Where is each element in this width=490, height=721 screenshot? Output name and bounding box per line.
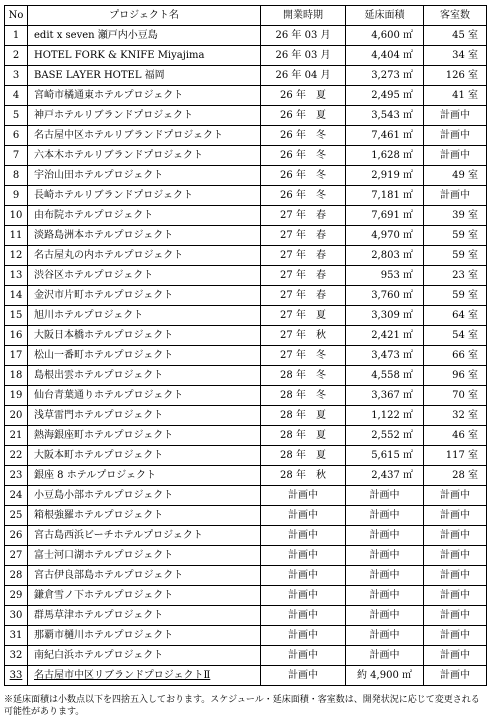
cell-name: edit x seven 瀬戸内小豆島 <box>28 26 261 46</box>
table-row <box>5 446 487 466</box>
cell-period: 27 年 夏 <box>261 306 346 326</box>
cell-rooms: 計画中 <box>424 146 487 166</box>
table-row <box>5 566 487 586</box>
cell-no: 20 <box>5 406 28 426</box>
cell-area: 計画中 <box>346 626 424 646</box>
cell-no: 22 <box>5 446 28 466</box>
cell-rooms: 49 室 <box>424 166 487 186</box>
cell-name: BASE LAYER HOTEL 福岡 <box>28 66 261 86</box>
cell-area: 3,760 ㎡ <box>346 286 424 306</box>
cell-rooms: 計画中 <box>424 526 487 546</box>
cell-period: 計画中 <box>261 546 346 566</box>
cell-area: 2,919 ㎡ <box>346 166 424 186</box>
table-row <box>5 606 487 626</box>
cell-period: 計画中 <box>261 526 346 546</box>
cell-no: 28 <box>5 566 28 586</box>
cell-area: 1,122 ㎡ <box>346 406 424 426</box>
cell-rooms: 66 室 <box>424 346 487 366</box>
cell-area: 4,558 ㎡ <box>346 366 424 386</box>
footnote: ※延床面積は小数点以下を四捨五入しております。スケジュール・延床面積・客室数は、開発状況に応じて変更される可能性があります。 <box>4 695 480 717</box>
cell-name: 大阪本町ホテルプロジェクト <box>28 446 261 466</box>
cell-area: 2,495 ㎡ <box>346 86 424 106</box>
cell-name: 宮古島西浜ビーチホテルプロジェクト <box>28 526 261 546</box>
table-row <box>5 206 487 226</box>
cell-name: 由布院ホテルプロジェクト <box>28 206 261 226</box>
cell-area: 計画中 <box>346 526 424 546</box>
cell-no: 32 <box>5 646 28 666</box>
cell-name: HOTEL FORK & KNIFE Miyajima <box>28 46 261 66</box>
cell-area: 計画中 <box>346 586 424 606</box>
cell-period: 26 年 冬 <box>261 186 346 206</box>
cell-no: 31 <box>5 626 28 646</box>
table-row <box>5 86 487 106</box>
table-row <box>5 166 487 186</box>
cell-area: 7,691 ㎡ <box>346 206 424 226</box>
cell-name: 六本木ホテルリブランドプロジェクト <box>28 146 261 166</box>
cell-rooms: 117 室 <box>424 446 487 466</box>
table-row <box>5 126 487 146</box>
cell-period: 計画中 <box>261 606 346 626</box>
table-row <box>5 586 487 606</box>
cell-name: 金沢市片町ホテルプロジェクト <box>28 286 261 306</box>
header-room-count: 客室数 <box>424 6 487 26</box>
cell-area: 3,543 ㎡ <box>346 106 424 126</box>
cell-area: 計画中 <box>346 646 424 666</box>
table-row <box>5 226 487 246</box>
cell-rooms: 計画中 <box>424 626 487 646</box>
cell-area: 2,421 ㎡ <box>346 326 424 346</box>
cell-no: 33 <box>5 666 28 686</box>
cell-name: 宇治山田ホテルプロジェクト <box>28 166 261 186</box>
cell-name: 箱根強羅ホテルプロジェクト <box>28 506 261 526</box>
cell-period: 27 年 春 <box>261 266 346 286</box>
table-row <box>5 666 487 686</box>
cell-no: 13 <box>5 266 28 286</box>
cell-name: 熱海銀座町ホテルプロジェクト <box>28 426 261 446</box>
cell-rooms: 計画中 <box>424 606 487 626</box>
header-floor-area: 延床面積 <box>346 6 424 26</box>
cell-period: 26 年 03 月 <box>261 26 346 46</box>
cell-period: 28 年 冬 <box>261 366 346 386</box>
cell-period: 計画中 <box>261 666 346 686</box>
cell-no: 9 <box>5 186 28 206</box>
cell-name: 島根出雲ホテルプロジェクト <box>28 366 261 386</box>
cell-rooms: 計画中 <box>424 586 487 606</box>
cell-rooms: 23 室 <box>424 266 487 286</box>
table-row <box>5 146 487 166</box>
table-row <box>5 306 487 326</box>
cell-area: 計画中 <box>346 606 424 626</box>
cell-period: 28 年 夏 <box>261 406 346 426</box>
cell-period: 26 年 03 月 <box>261 46 346 66</box>
cell-rooms: 計画中 <box>424 186 487 206</box>
cell-period: 計画中 <box>261 566 346 586</box>
cell-no: 21 <box>5 426 28 446</box>
cell-name: 宮崎市橘通東ホテルプロジェクト <box>28 86 261 106</box>
table-row <box>5 106 487 126</box>
hotel-project-table <box>4 5 487 686</box>
cell-no: 3 <box>5 66 28 86</box>
cell-rooms: 計画中 <box>424 486 487 506</box>
cell-no: 27 <box>5 546 28 566</box>
cell-area: 2,437 ㎡ <box>346 466 424 486</box>
cell-area: 7,461 ㎡ <box>346 126 424 146</box>
cell-rooms: 計画中 <box>424 566 487 586</box>
cell-period: 27 年 秋 <box>261 326 346 346</box>
cell-no: 18 <box>5 366 28 386</box>
cell-no: 7 <box>5 146 28 166</box>
cell-rooms: 70 室 <box>424 386 487 406</box>
cell-name: 銀座 8 ホテルプロジェクト <box>28 466 261 486</box>
table-row <box>5 366 487 386</box>
table-row <box>5 646 487 666</box>
table-row <box>5 246 487 266</box>
cell-rooms: 126 室 <box>424 66 487 86</box>
table-row <box>5 626 487 646</box>
cell-area: 4,404 ㎡ <box>346 46 424 66</box>
cell-period: 27 年 冬 <box>261 346 346 366</box>
cell-period: 計画中 <box>261 646 346 666</box>
cell-area: 4,970 ㎡ <box>346 226 424 246</box>
cell-rooms: 64 室 <box>424 306 487 326</box>
cell-name: 長崎ホテルリブランドプロジェクト <box>28 186 261 206</box>
cell-no: 5 <box>5 106 28 126</box>
cell-period: 計画中 <box>261 626 346 646</box>
table-row <box>5 286 487 306</box>
cell-name: 富士河口湖ホテルプロジェクト <box>28 546 261 566</box>
cell-period: 26 年 夏 <box>261 106 346 126</box>
table-row <box>5 326 487 346</box>
cell-no: 24 <box>5 486 28 506</box>
table-row <box>5 526 487 546</box>
cell-name: 淡路島洲本ホテルプロジェクト <box>28 226 261 246</box>
cell-name: 仙台青葉通りホテルプロジェクト <box>28 386 261 406</box>
cell-period: 28 年 秋 <box>261 466 346 486</box>
header-no: No <box>5 6 28 26</box>
cell-name: 鎌倉雪ノ下ホテルプロジェクト <box>28 586 261 606</box>
cell-name: 大阪日本橋ホテルプロジェクト <box>28 326 261 346</box>
cell-name: 群馬草津ホテルプロジェクト <box>28 606 261 626</box>
cell-no: 4 <box>5 86 28 106</box>
cell-area: 3,273 ㎡ <box>346 66 424 86</box>
cell-period: 28 年 夏 <box>261 426 346 446</box>
cell-rooms: 96 室 <box>424 366 487 386</box>
cell-name: 神戸ホテルリブランドプロジェクト <box>28 106 261 126</box>
cell-area: 3,309 ㎡ <box>346 306 424 326</box>
table-row <box>5 186 487 206</box>
cell-area: 計画中 <box>346 506 424 526</box>
cell-period: 28 年 冬 <box>261 386 346 406</box>
cell-rooms: 計画中 <box>424 666 487 686</box>
table-row <box>5 386 487 406</box>
cell-no: 14 <box>5 286 28 306</box>
cell-rooms: 54 室 <box>424 326 487 346</box>
cell-area: 3,367 ㎡ <box>346 386 424 406</box>
cell-no: 17 <box>5 346 28 366</box>
cell-area: 計画中 <box>346 486 424 506</box>
cell-period: 28 年 夏 <box>261 446 346 466</box>
cell-area: 約 4,900 ㎡ <box>346 666 424 686</box>
header-project-name: プロジェクト名 <box>28 6 261 26</box>
cell-name: 渋谷区ホテルプロジェクト <box>28 266 261 286</box>
cell-area: 3,473 ㎡ <box>346 346 424 366</box>
cell-name: 旭川ホテルプロジェクト <box>28 306 261 326</box>
cell-period: 27 年 春 <box>261 246 346 266</box>
cell-period: 計画中 <box>261 506 346 526</box>
cell-rooms: 計画中 <box>424 106 487 126</box>
header-opening-period: 開業時期 <box>261 6 346 26</box>
cell-period: 26 年 04 月 <box>261 66 346 86</box>
cell-no: 19 <box>5 386 28 406</box>
cell-area: 4,600 ㎡ <box>346 26 424 46</box>
table-row <box>5 266 487 286</box>
cell-name: 浅草雷門ホテルプロジェクト <box>28 406 261 426</box>
cell-rooms: 32 室 <box>424 406 487 426</box>
cell-no: 25 <box>5 506 28 526</box>
cell-no: 15 <box>5 306 28 326</box>
cell-rooms: 計画中 <box>424 546 487 566</box>
cell-no: 6 <box>5 126 28 146</box>
cell-rooms: 46 室 <box>424 426 487 446</box>
cell-area: 7,181 ㎡ <box>346 186 424 206</box>
cell-period: 26 年 冬 <box>261 146 346 166</box>
table-row <box>5 506 487 526</box>
cell-name: 南紀白浜ホテルプロジェクト <box>28 646 261 666</box>
cell-no: 16 <box>5 326 28 346</box>
cell-name: 那覇市樋川ホテルプロジェクト <box>28 626 261 646</box>
cell-name: 小豆島小部ホテルプロジェクト <box>28 486 261 506</box>
cell-rooms: 39 室 <box>424 206 487 226</box>
cell-period: 26 年 冬 <box>261 166 346 186</box>
table-row <box>5 26 487 46</box>
cell-rooms: 45 室 <box>424 26 487 46</box>
cell-no: 2 <box>5 46 28 66</box>
cell-period: 26 年 夏 <box>261 86 346 106</box>
cell-rooms: 計画中 <box>424 506 487 526</box>
cell-rooms: 34 室 <box>424 46 487 66</box>
cell-period: 27 年 春 <box>261 206 346 226</box>
cell-area: 計画中 <box>346 566 424 586</box>
cell-rooms: 計画中 <box>424 126 487 146</box>
cell-area: 953 ㎡ <box>346 266 424 286</box>
cell-name: 宮古伊良部島ホテルプロジェクト <box>28 566 261 586</box>
cell-period: 計画中 <box>261 586 346 606</box>
cell-area: 2,552 ㎡ <box>346 426 424 446</box>
cell-no: 29 <box>5 586 28 606</box>
cell-name: 名古屋丸の内ホテルプロジェクト <box>28 246 261 266</box>
table-row <box>5 486 487 506</box>
cell-no: 26 <box>5 526 28 546</box>
table-row <box>5 546 487 566</box>
table-row <box>5 466 487 486</box>
cell-period: 計画中 <box>261 486 346 506</box>
cell-no: 11 <box>5 226 28 246</box>
cell-area: 2,803 ㎡ <box>346 246 424 266</box>
table-header-row <box>5 6 487 26</box>
cell-period: 26 年 冬 <box>261 126 346 146</box>
cell-rooms: 41 室 <box>424 86 487 106</box>
cell-no: 8 <box>5 166 28 186</box>
cell-no: 1 <box>5 26 28 46</box>
cell-area: 5,615 ㎡ <box>346 446 424 466</box>
table-row <box>5 46 487 66</box>
cell-period: 27 年 春 <box>261 226 346 246</box>
cell-name: 名古屋中区ホテルリブランドプロジェクト <box>28 126 261 146</box>
cell-name: 名古屋市中区リブランドプロジェクトⅡ <box>28 666 261 686</box>
cell-rooms: 計画中 <box>424 646 487 666</box>
table-row <box>5 346 487 366</box>
cell-period: 27 年 春 <box>261 286 346 306</box>
cell-no: 10 <box>5 206 28 226</box>
cell-rooms: 59 室 <box>424 226 487 246</box>
cell-name: 松山一番町ホテルプロジェクト <box>28 346 261 366</box>
cell-rooms: 59 室 <box>424 286 487 306</box>
table-row <box>5 66 487 86</box>
table-body <box>5 26 487 686</box>
cell-no: 30 <box>5 606 28 626</box>
table-row <box>5 406 487 426</box>
cell-rooms: 28 室 <box>424 466 487 486</box>
cell-rooms: 59 室 <box>424 246 487 266</box>
table-row <box>5 426 487 446</box>
cell-no: 12 <box>5 246 28 266</box>
cell-no: 23 <box>5 466 28 486</box>
cell-area: 計画中 <box>346 546 424 566</box>
cell-area: 1,628 ㎡ <box>346 146 424 166</box>
